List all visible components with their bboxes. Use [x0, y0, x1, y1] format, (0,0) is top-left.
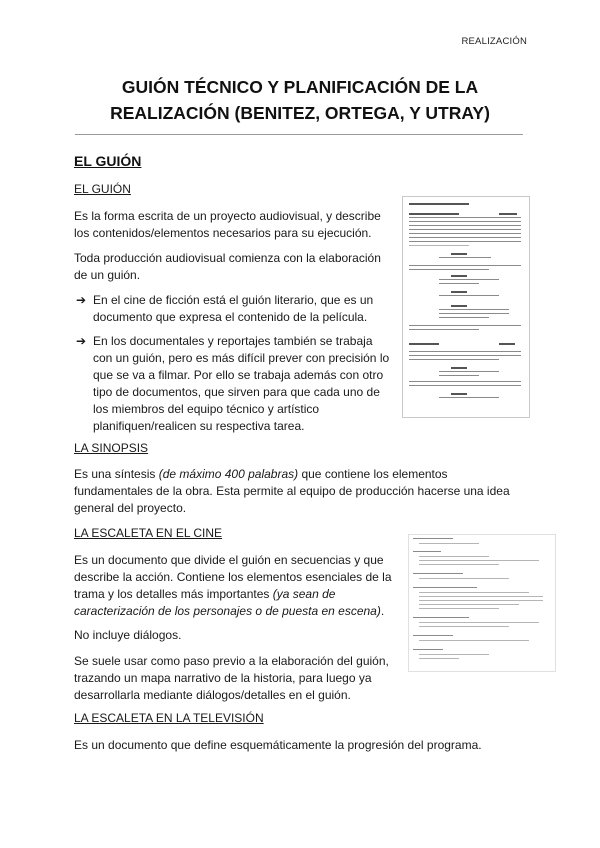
text-line: En el cine de ficción está el guión literario, que es un [93, 293, 374, 307]
text-line: trazando un mapa narrativo de la historia, para luego ya [74, 671, 372, 685]
arrow-bullet-icon: ➔ [76, 334, 87, 348]
title-divider [75, 134, 523, 135]
bullet-text [93, 292, 373, 326]
text-line: Se suele usar como paso previo a la elaboración del guión, [74, 654, 389, 668]
text-line: documento que expresa el contenido de la película. [93, 310, 368, 324]
subheading-escaleta-cine: LA ESCALETA EN EL CINE [74, 526, 223, 540]
text-line: describe la acción. Contiene los elementos esenciales de la [74, 570, 392, 584]
escaleta-cine-paragraph-3 [74, 653, 389, 704]
section-heading: EL GUIÓN [74, 153, 142, 169]
text-emphasis: (ya sean de [272, 587, 336, 601]
text-line: Toda producción audiovisual comienza con la elaboración [74, 251, 381, 265]
text-emphasis: (de máximo 400 palabras) [158, 467, 299, 481]
guion-paragraph-2 [74, 250, 381, 284]
text-line: planifiquen/realicen su respectiva tarea. [93, 419, 305, 433]
sinopsis-paragraph [74, 466, 510, 517]
text-line: Es la forma escrita de un proyecto audiovisual, y describe [74, 209, 381, 223]
text-line [74, 466, 510, 483]
text-line [74, 586, 392, 603]
escaleta-tv-paragraph: Es un documento que define esquemáticamente la progresión del programa. [74, 738, 482, 752]
text-line: de un guión. [74, 268, 141, 282]
text-span: . [380, 604, 385, 618]
text-line: general del proyecto. [74, 501, 187, 515]
arrow-bullet-icon: ➔ [76, 293, 87, 307]
script-page-thumbnail [402, 196, 530, 418]
subheading-sinopsis: LA SINOPSIS [74, 441, 149, 455]
escaleta-thumbnail [408, 534, 556, 672]
title-line-1: GUIÓN TÉCNICO Y PLANIFICACIÓN DE LA [121, 77, 479, 97]
page-title [72, 74, 528, 126]
text-line: En los documentales y reportajes también se trabaja [93, 334, 373, 348]
guion-paragraph-1 [74, 208, 381, 242]
title-line-2: REALIZACIÓN (BENITEZ, ORTEGA, Y UTRAY) [110, 103, 490, 123]
escaleta-cine-paragraph-2: No incluye diálogos. [74, 628, 182, 642]
text-line: los miembros del equipo técnico y artístico [93, 402, 320, 416]
text-line: que se va a filmar. Por ello se trabaja además con otro [93, 368, 384, 382]
header-tag: REALIZACIÓN [461, 36, 527, 47]
text-line: con un guión, pero es más difícil prever con precisión lo [93, 351, 390, 365]
subheading-escaleta-tv: LA ESCALETA EN LA TELEVISIÓN [74, 711, 264, 725]
text-emphasis: caracterización de los personajes o de puesta en escena) [74, 604, 381, 618]
text-line [74, 603, 392, 620]
text-line: fundamentales de la obra. Esta permite al equipo de producción hacerse una idea [74, 484, 510, 498]
text-line: Es un documento que divide el guión en secuencias y que [74, 553, 384, 567]
text-line: los contenidos/elementos necesarios para su ejecución. [74, 226, 372, 240]
text-span: Es una síntesis [74, 467, 159, 481]
text-line: tipo de documentos, que sirven para que cada uno de [93, 385, 380, 399]
text-span: trama y los detalles más importantes [74, 587, 273, 601]
text-line: desarrollarla mediante diálogos/detalles en el guión. [74, 688, 351, 702]
subheading-guion: EL GUIÓN [74, 182, 131, 196]
escaleta-cine-paragraph-1 [74, 552, 392, 620]
bullet-text [93, 333, 389, 435]
text-span: que contiene los elementos [298, 467, 448, 481]
